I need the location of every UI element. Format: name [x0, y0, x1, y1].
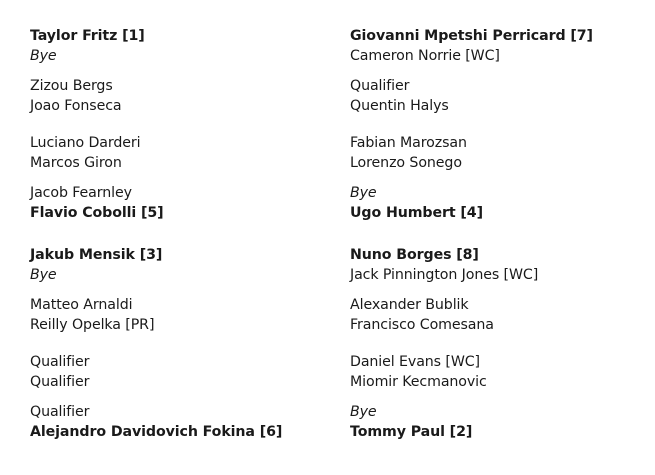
match-pair	[350, 295, 650, 335]
player-entry: Ugo Humbert [4]	[350, 205, 483, 221]
match-pair	[350, 352, 650, 392]
match-pair	[30, 295, 330, 335]
draw-section-bottom-right	[350, 245, 650, 442]
match-pair	[350, 183, 650, 223]
draw-column-left	[30, 26, 330, 442]
match-pair	[350, 245, 650, 285]
draw-column-right	[350, 26, 650, 442]
match-pair	[30, 183, 330, 223]
player-entry: Daniel Evans [WC]	[350, 354, 480, 370]
player-entry: Reilly Opelka [PR]	[30, 317, 155, 333]
player-entry: Cameron Norrie [WC]	[350, 48, 500, 64]
player-entry: Alexander Bublik	[350, 297, 469, 313]
match-pair	[350, 26, 650, 66]
match-pair	[30, 26, 330, 66]
match-pair	[30, 133, 330, 173]
player-entry: Qualifier	[30, 374, 90, 390]
player-entry: Bye	[350, 185, 377, 201]
player-entry: Jacob Fearnley	[30, 185, 132, 201]
match-pair	[350, 133, 650, 173]
player-entry: Fabian Marozsan	[350, 135, 467, 151]
player-entry: Bye	[30, 48, 57, 64]
player-entry: Francisco Comesana	[350, 317, 494, 333]
player-entry: Taylor Fritz [1]	[30, 28, 145, 44]
player-entry: Nuno Borges [8]	[350, 247, 479, 263]
player-entry: Jack Pinnington Jones [WC]	[350, 267, 539, 283]
match-pair	[30, 76, 330, 116]
player-entry: Bye	[350, 404, 377, 420]
player-entry: Alejandro Davidovich Fokina [6]	[30, 424, 283, 440]
player-entry: Qualifier	[30, 404, 90, 420]
player-entry: Tommy Paul [2]	[350, 424, 473, 440]
player-entry: Quentin Halys	[350, 98, 449, 114]
draw-section-top-right	[350, 26, 650, 223]
player-entry: Qualifier	[30, 354, 90, 370]
draw-section-top-left	[30, 26, 330, 223]
draw-section-bottom-left	[30, 245, 330, 442]
player-entry: Lorenzo Sonego	[350, 155, 462, 171]
player-entry: Luciano Darderi	[30, 135, 141, 151]
player-entry: Joao Fonseca	[30, 98, 122, 114]
player-entry: Matteo Arnaldi	[30, 297, 133, 313]
player-entry: Miomir Kecmanovic	[350, 374, 487, 390]
match-pair	[350, 402, 650, 442]
player-entry: Giovanni Mpetshi Perricard [7]	[350, 28, 593, 44]
match-pair	[30, 402, 330, 442]
player-entry: Jakub Mensik [3]	[30, 247, 163, 263]
player-entry: Flavio Cobolli [5]	[30, 205, 164, 221]
player-entry: Zizou Bergs	[30, 78, 113, 94]
player-entry: Marcos Giron	[30, 155, 122, 171]
match-pair	[30, 352, 330, 392]
match-pair	[30, 245, 330, 285]
player-entry: Qualifier	[350, 78, 410, 94]
match-pair	[350, 76, 650, 116]
player-entry: Bye	[30, 267, 57, 283]
